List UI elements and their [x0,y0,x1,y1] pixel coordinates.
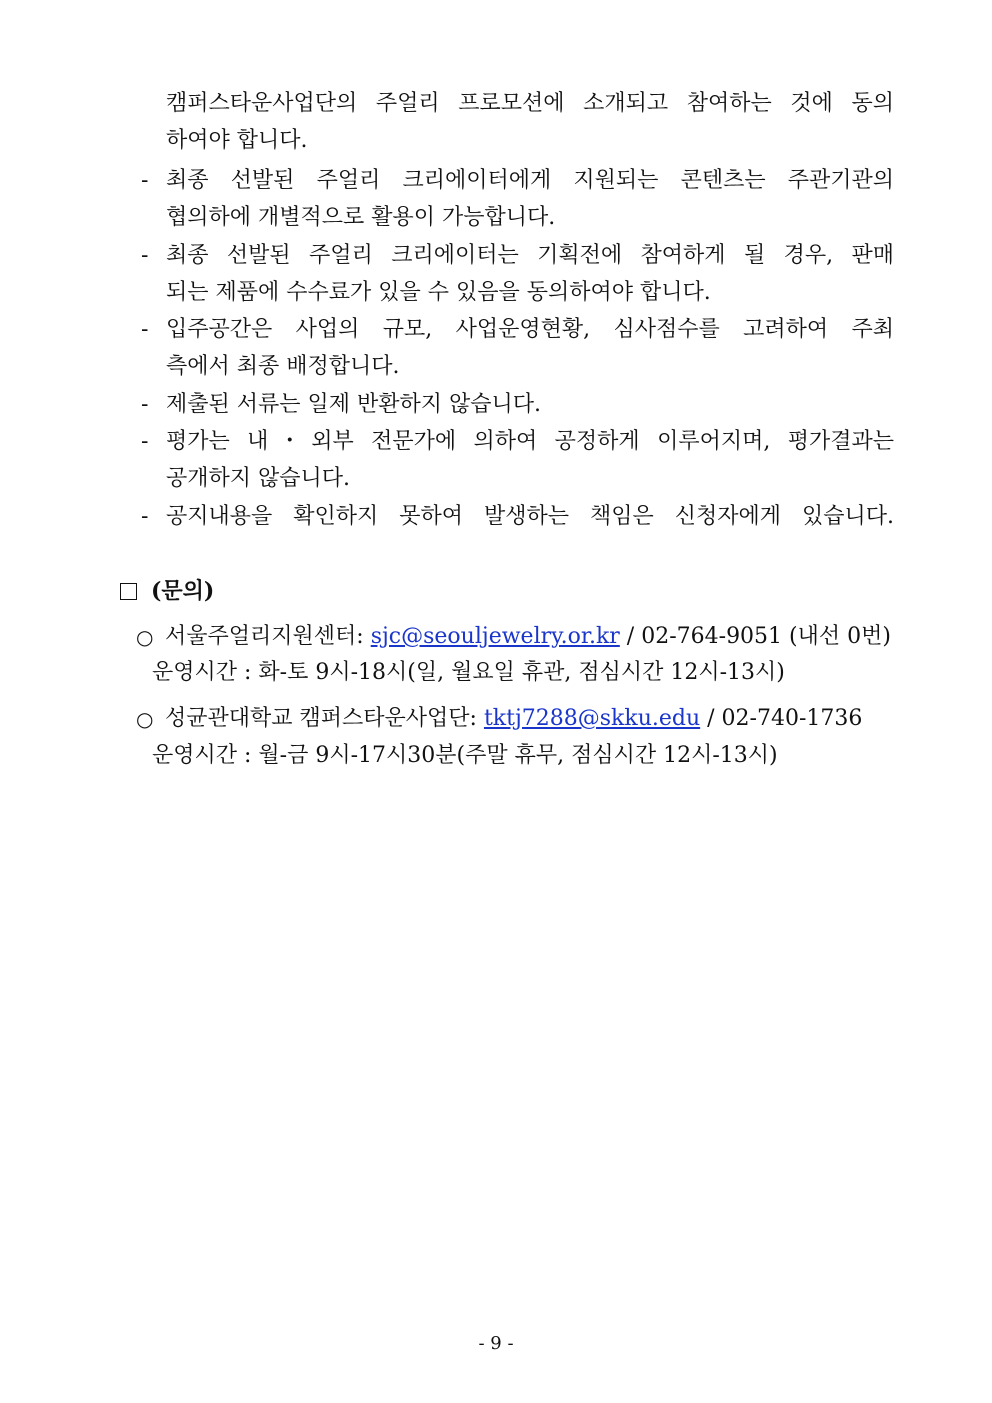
contact-1-hours: 운영시간 : 화-토 9시-18시(일, 월요일 휴관, 점심시간 12시-13시) [152,660,785,685]
note-item-3-line-1: 입주공간은 사업의 규모, 사업운영현황, 심사점수를 고려하여 주최 [166,317,894,342]
note-item-5-line-1: 평가는 내・외부 전문가에 의하여 공정하게 이루어지며, 평가결과는 [166,429,894,454]
contact-1-email-link[interactable]: sjc@seouljewelry.or.kr [370,624,620,649]
dash-bullet: - [141,392,149,417]
inquiry-heading [120,576,214,606]
note-item-3-line-2: 측에서 최종 배정합니다. [166,354,400,379]
contact-1-phone: / 02-764-9051 (내선 0번) [619,624,891,649]
page-number: - 9 - [478,1333,514,1354]
continuation-line-1: 캠퍼스타운사업단의 주얼리 프로모션에 소개되고 참여하는 것에 동의 [166,91,894,116]
dash-bullet: - [141,168,149,193]
note-item-2-line-1: 최종 선발된 주얼리 크리에이터는 기획전에 참여하게 될 경우, 판매 [166,243,894,268]
note-item-5-line-2: 공개하지 않습니다. [166,466,351,491]
inquiry-heading-text: (문의) [151,578,215,604]
contact-2-org: 성균관대학교 캠퍼스타운사업단: [165,706,477,731]
contact-1-org: 서울주얼리지원센터: [165,624,364,649]
dash-bullet: - [141,317,149,342]
note-item-1-line-2: 협의하에 개별적으로 활용이 가능합니다. [166,205,556,230]
contact-2-line [165,704,862,734]
contact-2-hours: 운영시간 : 월-금 9시-17시30분(주말 휴무, 점심시간 12시-13시) [152,743,778,768]
dash-bullet: - [141,429,149,454]
continuation-line-2: 하여야 합니다. [166,128,308,153]
contact-1-line [165,622,891,652]
dash-bullet: - [141,504,149,529]
square-bullet-icon [120,583,137,600]
circle-bullet-icon: ○ [136,625,154,649]
note-item-1-line-1: 최종 선발된 주얼리 크리에이터에게 지원되는 콘텐츠는 주관기관의 [166,168,894,193]
note-item-2-line-2: 되는 제품에 수수료가 있을 수 있음을 동의하여야 합니다. [166,280,711,305]
note-item-4-line-1: 제출된 서류는 일제 반환하지 않습니다. [166,392,541,417]
note-item-6-line-1: 공지내용을 확인하지 못하여 발생하는 책임은 신청자에게 있습니다. [166,504,894,529]
dash-bullet: - [141,243,149,268]
circle-bullet-icon: ○ [136,707,154,731]
contact-2-phone: / 02-740-1736 [700,706,863,731]
contact-2-email-link[interactable]: tktj7288@skku.edu [483,706,701,731]
